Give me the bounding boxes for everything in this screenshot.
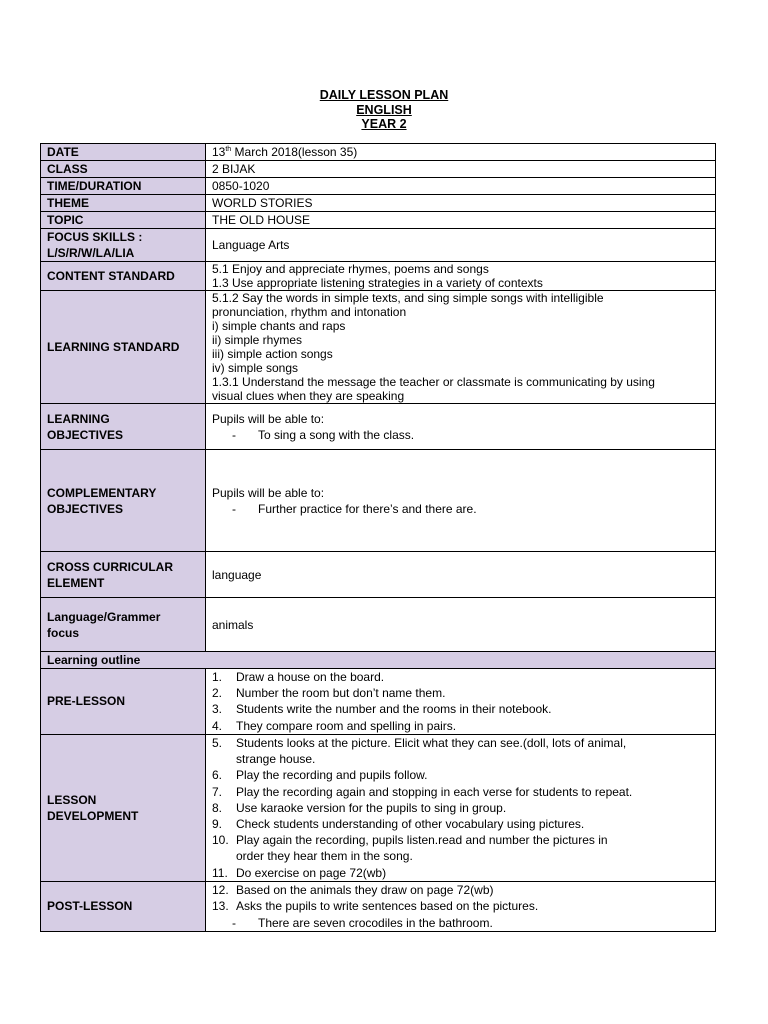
complementary-objectives-label: COMPLEMENTARY OBJECTIVES [41,450,206,552]
list-item: 1. Draw a house on the board. [212,670,385,684]
list-item: 2. Number the room but don’t name them. [212,686,446,701]
row-theme [41,195,716,212]
topic-value: THE OLD HOUSE [206,212,716,229]
row-learning-standard [41,291,716,404]
focus-skills-label: FOCUS SKILLS : L/S/R/W/LA/LIA [41,229,206,262]
list-item: 5. Students looks at the picture. Elicit what they can see.(doll, lots of animal, strange house. [212,735,627,767]
date-value: 13th March 2018(lesson 35) [206,144,716,161]
content-standard-value: 5.1 Enjoy and appreciate rhymes, poems and songs 1.3 Use appropriate listening strategies in a variety of contexts [206,262,716,291]
topic-label: TOPIC [41,212,206,229]
learning-standard-value: 5.1.2 Say the words in simple texts, and sing simple songs with intelligible pronunciation, rhythm and intonation i) simple chants and raps ii) simple rhymes iii) simple action songs iv) simple songs 1.3.1 Understand the message the teacher or classmate is communicating by using visual clues when they are speaking [206,291,716,404]
post-lesson-value: 12. Based on the animals they draw on page 72(wb) 13. Asks the pupils to write sentences based on the pictures. - There are seven crocodiles in the bathroom. [206,881,716,931]
row-post-lesson [41,881,716,931]
row-date [41,144,716,161]
list-item: 7. Play the recording again and stopping in each verse for students to repeat. [212,784,633,799]
pre-lesson-value [206,669,716,735]
list-item: 4. They compare room and spelling in pairs. [212,718,457,733]
list-item: 10. Play again the recording, pupils listen.read and number the pictures in order they hear them in the song. [212,833,608,864]
complementary-objectives-value: Pupils will be able to: - Further practice for there’s and there are. [206,450,716,552]
learning-standard-label: LEARNING STANDARD [41,291,206,404]
lesson-development-value [206,734,716,881]
list-item: 6. Play the recording and pupils follow. [212,768,428,783]
grammar-focus-label: Language/Grammer focus [41,598,206,652]
post-lesson-label: POST-LESSON [41,881,206,931]
grammar-focus-value: animals [206,598,716,652]
time-label: TIME/DURATION [41,178,206,195]
row-topic [41,212,716,229]
row-learning-objectives [41,404,716,450]
row-class [41,161,716,178]
list-item: 11. Do exercise on page 72(wb) [212,865,387,880]
list-item: 12. Based on the animals they draw on page 72(wb) [212,883,494,898]
theme-value: WORLD STORIES [206,195,716,212]
list-item: 8. Use karaoke version for the pupils to sing in group. [212,800,507,815]
time-value: 0850-1020 [206,178,716,195]
pre-lesson-label: PRE-LESSON [41,669,206,735]
cross-curricular-label: CROSS CURRICULAR ELEMENT [41,552,206,598]
title-line-2: ENGLISH [356,102,412,117]
lesson-plan-table [40,143,716,932]
list-item: 13. Asks the pupils to write sentences based on the pictures. [212,899,539,914]
row-time [41,178,716,195]
lesson-development-label: LESSON DEVELOPMENT [41,734,206,881]
title-line-3: YEAR 2 [361,117,407,131]
row-focus-skills [41,229,716,262]
class-label: CLASS [41,161,206,178]
row-grammar-focus [41,598,716,652]
class-value: 2 BIJAK [206,161,716,178]
learning-objectives-label: LEARNING OBJECTIVES [41,404,206,450]
title-line-1: DAILY LESSON PLAN [319,88,449,102]
list-item: 3. Students write the number and the rooms in their notebook. [212,702,552,717]
theme-label: THEME [41,195,206,212]
row-complementary-objectives [41,450,716,552]
row-lesson-development [41,734,716,881]
list-item: 9. Check students understanding of other vocabulary using pictures. [212,816,585,831]
row-learning-outline [41,652,716,669]
date-label: DATE [41,144,206,161]
learning-objectives-value: Pupils will be able to: - To sing a song with the class. [206,404,716,450]
cross-curricular-value: language [206,552,716,598]
document-title [0,88,768,132]
learning-outline-label: Learning outline [41,652,716,669]
content-standard-label: CONTENT STANDARD [41,262,206,291]
row-content-standard [41,262,716,291]
row-cross-curricular [41,552,716,598]
focus-skills-value: Language Arts [206,229,716,262]
row-pre-lesson [41,669,716,735]
